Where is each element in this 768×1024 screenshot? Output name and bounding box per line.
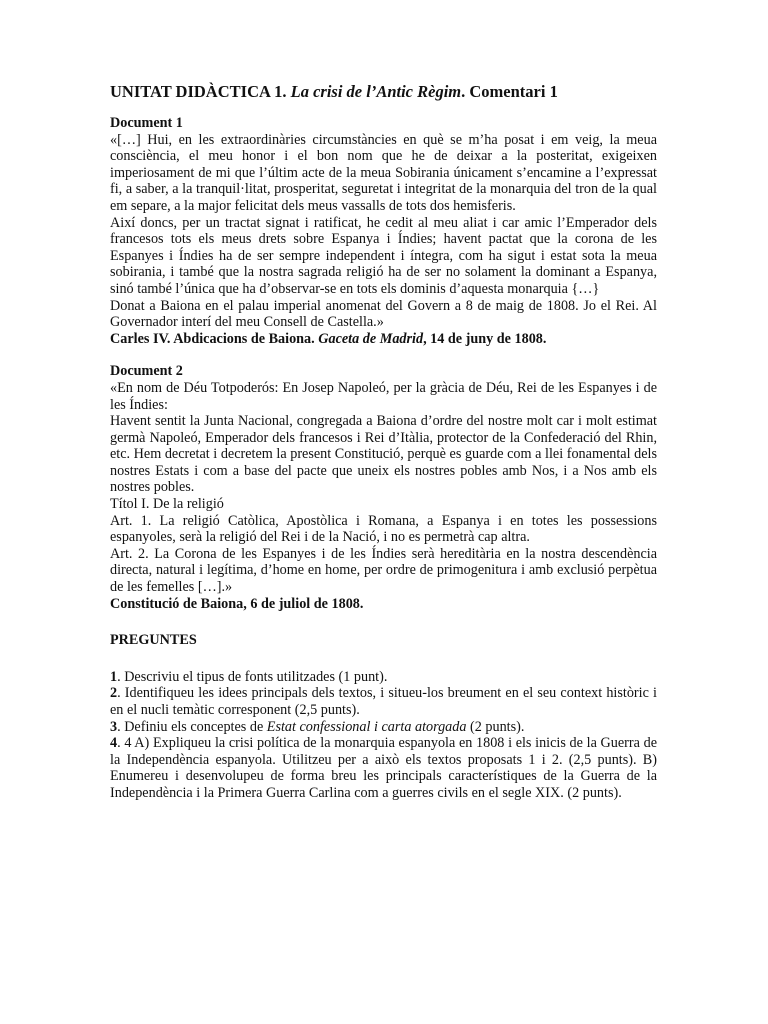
document-1-paragraph-1: «[…] Hui, en les extraordinàries circumstàncies en què se m’ha posat i em veig, la meua consciència, el meu honor i el bon nom que he de deixar a la posteritat, exigeixen imperiosament de mi que l’últim acte de la meua Sobirania únicament s’encamine a l’expressat fi, a saber, a la tranquil·litat, prosperitat, seguretat i integritat de la monarquia del tron de la qual em separe, a la major felicitat dels meus vassalls de tots dos hemisferis. (110, 131, 657, 214)
question-3-number: 3 (110, 718, 118, 735)
document-1-heading: Document 1 (110, 115, 183, 131)
question-1-number: 1 (110, 668, 118, 685)
document-2-source: Constitució de Baiona, 6 de juliol de 1808. (110, 595, 364, 612)
question-3-italic-terms: Estat confessional i carta atorgada (266, 718, 467, 735)
document-2-paragraph-2: Havent sentit la Junta Nacional, congregada a Baiona d’ordre del nostre molt car i molt estimat germà Napoleó, Emperador dels francesos i Rei d’Itàlia, protector de la Confederació del Rhin, etc. Hem decretat i decretem la present Constitució, perquè es guarde com a llei fonamental dels nostres Estats i com a base del pacte que uneix els nostres pobles amb Nos, i a Nos amb els nostres pobles. (110, 413, 657, 496)
document-1-paragraph-3: Donat a Baiona en el palau imperial anomenat del Govern a 8 de maig de 1808. Jo el Rei. Al Governador interí del meu Consell de Castella.» (110, 297, 657, 331)
question-4-text: . 4 A) Expliqueu la crisi política de la monarquia espanyola en 1808 i els inicis de la Guerra de la Independència espanyola. Utilitzeu per a això els textos proposats 1 i 2. (2,5 punts). B) Enumereu i desenvolupeu de forma breu les principals característiques de la Guerra de la Independència i la Primera Guerra Carlina com a guerres civils en el segle XIX. (2 punts). (110, 735, 657, 801)
spacer (110, 612, 657, 632)
question-3-text-suffix: (2 punts). (466, 718, 525, 735)
document-1-source (110, 331, 657, 348)
document-2-heading: Document 2 (110, 363, 183, 380)
title-prefix: UNITAT DIDÀCTICA 1. (110, 82, 291, 101)
document-content (110, 82, 657, 802)
question-2-number: 2 (110, 685, 118, 702)
document-1-source-suffix: , 14 de juny de 1808. (423, 330, 547, 347)
spacer (110, 649, 657, 669)
document-1-source-italic: Gaceta de Madrid (318, 330, 424, 347)
question-4-number: 4 (110, 735, 118, 752)
page-title (110, 82, 657, 102)
question-1 (110, 669, 657, 686)
document-1-source-prefix: Carles IV. Abdicacions de Baiona. (110, 330, 319, 347)
question-1-text: . Descriviu el tipus de fonts utilitzades (1 punt). (117, 668, 388, 685)
question-2-text: . Identifiqueu les idees principals dels textos, i situeu-los breument en el seu context històric i en el nucli temàtic corresponent (2,5 punts). (110, 685, 657, 718)
title-italic: La crisi de l’Antic Règim (290, 82, 462, 101)
document-2-paragraph-4: Art. 1. La religió Catòlica, Apostòlica i Romana, a Espanya i en totes les possessions espanyoles, serà la religió del Rei i de la Nació, i no es permetrà cap altra. (110, 512, 657, 546)
spacer (110, 347, 657, 363)
document-2-paragraph-3: Títol I. De la religió (110, 496, 224, 513)
document-2-paragraph-1: «En nom de Déu Totpoderós: En Josep Napoleó, per la gràcia de Déu, Rei de les Espanyes i de les Índies: (110, 379, 657, 413)
question-4 (110, 735, 657, 801)
question-3-text-prefix: . Definiu els conceptes de (117, 718, 267, 735)
question-3 (110, 719, 657, 736)
title-suffix: . Comentari 1 (461, 82, 558, 101)
document-2-paragraph-5: Art. 2. La Corona de les Espanyes i de les Índies serà hereditària en la nostra descendència directa, natural i legítima, d’home en home, per ordre de primogenitura i amb exclusió perpètua de les femelles […].» (110, 545, 657, 596)
questions-heading: PREGUNTES (110, 632, 197, 649)
document-1-paragraph-2: Així doncs, per un tractat signat i ratificat, he cedit al meu aliat i car amic l’Emperador dels francesos tots els meus drets sobre Espanya i Índies; havent pactat que la corona de les Espanyes i Índies ha de ser sempre independent i íntegra, com ha sigut i estat sota la meua sobirania, i també que la nostra sagrada religió ha de ser no solament la dominant a Espanya, sinó també l’única que ha d’observar-se en tots els dominis d’aquesta monarquia {…} (110, 214, 657, 297)
question-2 (110, 685, 657, 718)
